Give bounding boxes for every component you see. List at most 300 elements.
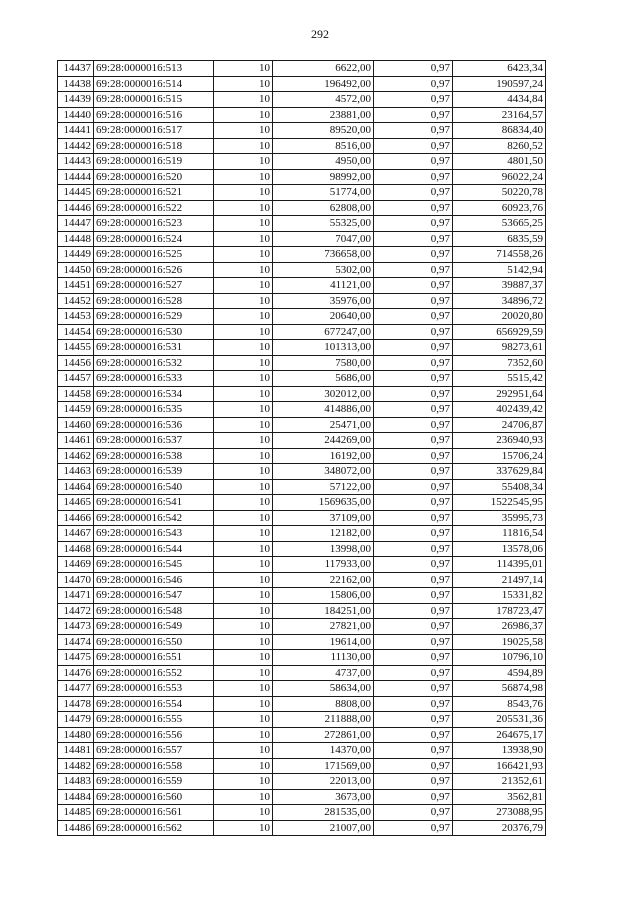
- coefficient-cell: 0,97: [374, 665, 453, 681]
- cadastral-number-cell: 69:28:0000016:534: [94, 386, 214, 402]
- coefficient-cell: 0,97: [374, 123, 453, 139]
- coefficient-cell: 0,97: [374, 61, 453, 77]
- table-row: [58, 402, 546, 418]
- result-value-cell: 55408,34: [453, 479, 546, 495]
- cadastral-value-cell: 62808,00: [273, 200, 374, 216]
- coefficient-cell: 0,97: [374, 355, 453, 371]
- coefficient-cell: 0,97: [374, 634, 453, 650]
- result-value-cell: 34896,72: [453, 293, 546, 309]
- row-number-cell: 14484: [58, 789, 94, 805]
- table-row: [58, 76, 546, 92]
- rate-cell: 10: [214, 417, 273, 433]
- result-value-cell: 26986,37: [453, 619, 546, 635]
- result-value-cell: 190597,24: [453, 76, 546, 92]
- result-value-cell: 10796,10: [453, 650, 546, 666]
- table-row: [58, 386, 546, 402]
- cadastral-number-cell: 69:28:0000016:536: [94, 417, 214, 433]
- cadastral-value-table: [57, 60, 546, 836]
- rate-cell: 10: [214, 526, 273, 542]
- row-number-cell: 14450: [58, 262, 94, 278]
- coefficient-cell: 0,97: [374, 557, 453, 573]
- result-value-cell: 96022,24: [453, 169, 546, 185]
- row-number-cell: 14452: [58, 293, 94, 309]
- result-value-cell: 714558,26: [453, 247, 546, 263]
- coefficient-cell: 0,97: [374, 371, 453, 387]
- coefficient-cell: 0,97: [374, 805, 453, 821]
- cadastral-value-cell: 244269,00: [273, 433, 374, 449]
- cadastral-value-cell: 55325,00: [273, 216, 374, 232]
- cadastral-number-cell: 69:28:0000016:525: [94, 247, 214, 263]
- rate-cell: 10: [214, 231, 273, 247]
- result-value-cell: 337629,84: [453, 464, 546, 480]
- coefficient-cell: 0,97: [374, 402, 453, 418]
- result-value-cell: 273088,95: [453, 805, 546, 821]
- rate-cell: 10: [214, 557, 273, 573]
- cadastral-value-cell: 11130,00: [273, 650, 374, 666]
- cadastral-value-cell: 7047,00: [273, 231, 374, 247]
- table-row: [58, 92, 546, 108]
- row-number-cell: 14445: [58, 185, 94, 201]
- cadastral-number-cell: 69:28:0000016:515: [94, 92, 214, 108]
- coefficient-cell: 0,97: [374, 324, 453, 340]
- rate-cell: 10: [214, 107, 273, 123]
- cadastral-number-cell: 69:28:0000016:538: [94, 448, 214, 464]
- cadastral-value-cell: 51774,00: [273, 185, 374, 201]
- cadastral-number-cell: 69:28:0000016:555: [94, 712, 214, 728]
- table-row: [58, 231, 546, 247]
- table-row: [58, 557, 546, 573]
- row-number-cell: 14478: [58, 696, 94, 712]
- result-value-cell: 39887,37: [453, 278, 546, 294]
- cadastral-number-cell: 69:28:0000016:526: [94, 262, 214, 278]
- table-row: [58, 696, 546, 712]
- result-value-cell: 1522545,95: [453, 495, 546, 511]
- result-value-cell: 56874,98: [453, 681, 546, 697]
- cadastral-number-cell: 69:28:0000016:545: [94, 557, 214, 573]
- result-value-cell: 236940,93: [453, 433, 546, 449]
- cadastral-number-cell: 69:28:0000016:539: [94, 464, 214, 480]
- table-row: [58, 154, 546, 170]
- coefficient-cell: 0,97: [374, 154, 453, 170]
- cadastral-number-cell: 69:28:0000016:529: [94, 309, 214, 325]
- result-value-cell: 19025,58: [453, 634, 546, 650]
- coefficient-cell: 0,97: [374, 743, 453, 759]
- cadastral-number-cell: 69:28:0000016:548: [94, 603, 214, 619]
- row-number-cell: 14485: [58, 805, 94, 821]
- table-row: [58, 185, 546, 201]
- table-row: [58, 138, 546, 154]
- cadastral-number-cell: 69:28:0000016:524: [94, 231, 214, 247]
- cadastral-number-cell: 69:28:0000016:543: [94, 526, 214, 542]
- rate-cell: 10: [214, 696, 273, 712]
- table-row: [58, 820, 546, 836]
- table-row: [58, 634, 546, 650]
- coefficient-cell: 0,97: [374, 417, 453, 433]
- cadastral-number-cell: 69:28:0000016:544: [94, 541, 214, 557]
- cadastral-number-cell: 69:28:0000016:531: [94, 340, 214, 356]
- row-number-cell: 14447: [58, 216, 94, 232]
- cadastral-value-cell: 25471,00: [273, 417, 374, 433]
- cadastral-value-cell: 37109,00: [273, 510, 374, 526]
- cadastral-value-cell: 21007,00: [273, 820, 374, 836]
- rate-cell: 10: [214, 123, 273, 139]
- cadastral-value-cell: 171569,00: [273, 758, 374, 774]
- rate-cell: 10: [214, 619, 273, 635]
- rate-cell: 10: [214, 293, 273, 309]
- result-value-cell: 3562,81: [453, 789, 546, 805]
- table-row: [58, 216, 546, 232]
- table-row: [58, 805, 546, 821]
- row-number-cell: 14438: [58, 76, 94, 92]
- result-value-cell: 20020,80: [453, 309, 546, 325]
- rate-cell: 10: [214, 464, 273, 480]
- result-value-cell: 15331,82: [453, 588, 546, 604]
- table-row: [58, 650, 546, 666]
- row-number-cell: 14463: [58, 464, 94, 480]
- result-value-cell: 21497,14: [453, 572, 546, 588]
- cadastral-number-cell: 69:28:0000016:532: [94, 355, 214, 371]
- cadastral-value-cell: 22013,00: [273, 774, 374, 790]
- cadastral-number-cell: 69:28:0000016:558: [94, 758, 214, 774]
- table-row: [58, 293, 546, 309]
- table-row: [58, 727, 546, 743]
- rate-cell: 10: [214, 340, 273, 356]
- cadastral-number-cell: 69:28:0000016:552: [94, 665, 214, 681]
- result-value-cell: 20376,79: [453, 820, 546, 836]
- cadastral-number-cell: 69:28:0000016:550: [94, 634, 214, 650]
- table-row: [58, 588, 546, 604]
- cadastral-number-cell: 69:28:0000016:520: [94, 169, 214, 185]
- rate-cell: 10: [214, 650, 273, 666]
- cadastral-number-cell: 69:28:0000016:551: [94, 650, 214, 666]
- rate-cell: 10: [214, 324, 273, 340]
- result-value-cell: 13938,90: [453, 743, 546, 759]
- coefficient-cell: 0,97: [374, 76, 453, 92]
- row-number-cell: 14440: [58, 107, 94, 123]
- cadastral-number-cell: 69:28:0000016:547: [94, 588, 214, 604]
- cadastral-value-cell: 117933,00: [273, 557, 374, 573]
- table-row: [58, 479, 546, 495]
- cadastral-number-cell: 69:28:0000016:521: [94, 185, 214, 201]
- row-number-cell: 14460: [58, 417, 94, 433]
- row-number-cell: 14477: [58, 681, 94, 697]
- row-number-cell: 14453: [58, 309, 94, 325]
- page-number: 292: [311, 27, 329, 41]
- cadastral-number-cell: 69:28:0000016:528: [94, 293, 214, 309]
- table-row: [58, 309, 546, 325]
- table-body: [58, 61, 546, 836]
- result-value-cell: 23164,57: [453, 107, 546, 123]
- result-value-cell: 7352,60: [453, 355, 546, 371]
- cadastral-number-cell: 69:28:0000016:516: [94, 107, 214, 123]
- cadastral-number-cell: 69:28:0000016:535: [94, 402, 214, 418]
- cadastral-value-cell: 8516,00: [273, 138, 374, 154]
- rate-cell: 10: [214, 603, 273, 619]
- result-value-cell: 292951,64: [453, 386, 546, 402]
- result-value-cell: 35995,73: [453, 510, 546, 526]
- cadastral-number-cell: 69:28:0000016:514: [94, 76, 214, 92]
- row-number-cell: 14480: [58, 727, 94, 743]
- cadastral-value-cell: 1569635,00: [273, 495, 374, 511]
- result-value-cell: 98273,61: [453, 340, 546, 356]
- cadastral-number-cell: 69:28:0000016:527: [94, 278, 214, 294]
- rate-cell: 10: [214, 386, 273, 402]
- coefficient-cell: 0,97: [374, 727, 453, 743]
- cadastral-number-cell: 69:28:0000016:517: [94, 123, 214, 139]
- result-value-cell: 178723,47: [453, 603, 546, 619]
- cadastral-number-cell: 69:28:0000016:553: [94, 681, 214, 697]
- rate-cell: 10: [214, 61, 273, 77]
- table-row: [58, 262, 546, 278]
- cadastral-value-cell: 348072,00: [273, 464, 374, 480]
- row-number-cell: 14451: [58, 278, 94, 294]
- table-row: [58, 123, 546, 139]
- table-row: [58, 169, 546, 185]
- cadastral-number-cell: 69:28:0000016:537: [94, 433, 214, 449]
- cadastral-value-cell: 6622,00: [273, 61, 374, 77]
- rate-cell: 10: [214, 216, 273, 232]
- cadastral-number-cell: 69:28:0000016:530: [94, 324, 214, 340]
- result-value-cell: 21352,61: [453, 774, 546, 790]
- row-number-cell: 14444: [58, 169, 94, 185]
- table-row: [58, 526, 546, 542]
- cadastral-value-cell: 414886,00: [273, 402, 374, 418]
- coefficient-cell: 0,97: [374, 262, 453, 278]
- result-value-cell: 264675,17: [453, 727, 546, 743]
- coefficient-cell: 0,97: [374, 696, 453, 712]
- result-value-cell: 6423,34: [453, 61, 546, 77]
- row-number-cell: 14461: [58, 433, 94, 449]
- row-number-cell: 14462: [58, 448, 94, 464]
- coefficient-cell: 0,97: [374, 650, 453, 666]
- table-row: [58, 107, 546, 123]
- cadastral-number-cell: 69:28:0000016:561: [94, 805, 214, 821]
- coefficient-cell: 0,97: [374, 495, 453, 511]
- coefficient-cell: 0,97: [374, 247, 453, 263]
- rate-cell: 10: [214, 634, 273, 650]
- cadastral-value-cell: 12182,00: [273, 526, 374, 542]
- row-number-cell: 14469: [58, 557, 94, 573]
- row-number-cell: 14470: [58, 572, 94, 588]
- coefficient-cell: 0,97: [374, 293, 453, 309]
- coefficient-cell: 0,97: [374, 541, 453, 557]
- cadastral-value-cell: 4950,00: [273, 154, 374, 170]
- cadastral-number-cell: 69:28:0000016:549: [94, 619, 214, 635]
- table-row: [58, 743, 546, 759]
- coefficient-cell: 0,97: [374, 138, 453, 154]
- row-number-cell: 14473: [58, 619, 94, 635]
- row-number-cell: 14465: [58, 495, 94, 511]
- cadastral-number-cell: 69:28:0000016:513: [94, 61, 214, 77]
- table-row: [58, 61, 546, 77]
- row-number-cell: 14481: [58, 743, 94, 759]
- coefficient-cell: 0,97: [374, 603, 453, 619]
- cadastral-value-cell: 13998,00: [273, 541, 374, 557]
- coefficient-cell: 0,97: [374, 92, 453, 108]
- row-number-cell: 14486: [58, 820, 94, 836]
- row-number-cell: 14437: [58, 61, 94, 77]
- cadastral-number-cell: 69:28:0000016:554: [94, 696, 214, 712]
- row-number-cell: 14467: [58, 526, 94, 542]
- row-number-cell: 14464: [58, 479, 94, 495]
- result-value-cell: 205531,36: [453, 712, 546, 728]
- cadastral-number-cell: 69:28:0000016:533: [94, 371, 214, 387]
- cadastral-value-cell: 196492,00: [273, 76, 374, 92]
- table-row: [58, 200, 546, 216]
- rate-cell: 10: [214, 76, 273, 92]
- result-value-cell: 402439,42: [453, 402, 546, 418]
- rate-cell: 10: [214, 138, 273, 154]
- cadastral-number-cell: 69:28:0000016:541: [94, 495, 214, 511]
- result-value-cell: 86834,40: [453, 123, 546, 139]
- rate-cell: 10: [214, 185, 273, 201]
- row-number-cell: 14456: [58, 355, 94, 371]
- coefficient-cell: 0,97: [374, 231, 453, 247]
- cadastral-value-cell: 736658,00: [273, 247, 374, 263]
- row-number-cell: 14483: [58, 774, 94, 790]
- coefficient-cell: 0,97: [374, 169, 453, 185]
- coefficient-cell: 0,97: [374, 340, 453, 356]
- coefficient-cell: 0,97: [374, 448, 453, 464]
- row-number-cell: 14466: [58, 510, 94, 526]
- table-row: [58, 603, 546, 619]
- cadastral-value-cell: 5302,00: [273, 262, 374, 278]
- result-value-cell: 4434,84: [453, 92, 546, 108]
- table-row: [58, 789, 546, 805]
- row-number-cell: 14475: [58, 650, 94, 666]
- cadastral-value-cell: 16192,00: [273, 448, 374, 464]
- rate-cell: 10: [214, 402, 273, 418]
- row-number-cell: 14446: [58, 200, 94, 216]
- rate-cell: 10: [214, 758, 273, 774]
- cadastral-value-cell: 101313,00: [273, 340, 374, 356]
- cadastral-value-cell: 41121,00: [273, 278, 374, 294]
- cadastral-number-cell: 69:28:0000016:556: [94, 727, 214, 743]
- cadastral-number-cell: 69:28:0000016:523: [94, 216, 214, 232]
- table-row: [58, 495, 546, 511]
- coefficient-cell: 0,97: [374, 386, 453, 402]
- row-number-cell: 14474: [58, 634, 94, 650]
- rate-cell: 10: [214, 154, 273, 170]
- cadastral-value-cell: 272861,00: [273, 727, 374, 743]
- cadastral-value-cell: 281535,00: [273, 805, 374, 821]
- rate-cell: 10: [214, 92, 273, 108]
- rate-cell: 10: [214, 433, 273, 449]
- row-number-cell: 14458: [58, 386, 94, 402]
- row-number-cell: 14457: [58, 371, 94, 387]
- cadastral-value-cell: 4737,00: [273, 665, 374, 681]
- table-row: [58, 619, 546, 635]
- cadastral-value-cell: 27821,00: [273, 619, 374, 635]
- row-number-cell: 14443: [58, 154, 94, 170]
- table-row: [58, 278, 546, 294]
- cadastral-number-cell: 69:28:0000016:562: [94, 820, 214, 836]
- table-row: [58, 464, 546, 480]
- cadastral-number-cell: 69:28:0000016:542: [94, 510, 214, 526]
- coefficient-cell: 0,97: [374, 526, 453, 542]
- coefficient-cell: 0,97: [374, 619, 453, 635]
- rate-cell: 10: [214, 495, 273, 511]
- table-row: [58, 510, 546, 526]
- coefficient-cell: 0,97: [374, 789, 453, 805]
- result-value-cell: 60923,76: [453, 200, 546, 216]
- coefficient-cell: 0,97: [374, 572, 453, 588]
- table-row: [58, 665, 546, 681]
- row-number-cell: 14439: [58, 92, 94, 108]
- cadastral-value-cell: 22162,00: [273, 572, 374, 588]
- cadastral-value-cell: 4572,00: [273, 92, 374, 108]
- row-number-cell: 14471: [58, 588, 94, 604]
- table-row: [58, 448, 546, 464]
- rate-cell: 10: [214, 727, 273, 743]
- result-value-cell: 656929,59: [453, 324, 546, 340]
- cadastral-number-cell: 69:28:0000016:560: [94, 789, 214, 805]
- cadastral-value-cell: 677247,00: [273, 324, 374, 340]
- coefficient-cell: 0,97: [374, 774, 453, 790]
- result-value-cell: 114395,01: [453, 557, 546, 573]
- rate-cell: 10: [214, 309, 273, 325]
- row-number-cell: 14442: [58, 138, 94, 154]
- result-value-cell: 24706,87: [453, 417, 546, 433]
- rate-cell: 10: [214, 681, 273, 697]
- rate-cell: 10: [214, 712, 273, 728]
- rate-cell: 10: [214, 820, 273, 836]
- cadastral-number-cell: 69:28:0000016:557: [94, 743, 214, 759]
- coefficient-cell: 0,97: [374, 107, 453, 123]
- cadastral-value-cell: 211888,00: [273, 712, 374, 728]
- row-number-cell: 14454: [58, 324, 94, 340]
- rate-cell: 10: [214, 278, 273, 294]
- table-row: [58, 758, 546, 774]
- result-value-cell: 4594,89: [453, 665, 546, 681]
- row-number-cell: 14482: [58, 758, 94, 774]
- table-row: [58, 712, 546, 728]
- cadastral-value-cell: 15806,00: [273, 588, 374, 604]
- cadastral-value-cell: 302012,00: [273, 386, 374, 402]
- cadastral-value-cell: 184251,00: [273, 603, 374, 619]
- table-row: [58, 572, 546, 588]
- result-value-cell: 6835,59: [453, 231, 546, 247]
- result-value-cell: 166421,93: [453, 758, 546, 774]
- result-value-cell: 15706,24: [453, 448, 546, 464]
- cadastral-value-cell: 58634,00: [273, 681, 374, 697]
- coefficient-cell: 0,97: [374, 479, 453, 495]
- coefficient-cell: 0,97: [374, 464, 453, 480]
- rate-cell: 10: [214, 262, 273, 278]
- cadastral-value-cell: 89520,00: [273, 123, 374, 139]
- table-row: [58, 340, 546, 356]
- cadastral-number-cell: 69:28:0000016:546: [94, 572, 214, 588]
- row-number-cell: 14472: [58, 603, 94, 619]
- cadastral-value-cell: 23881,00: [273, 107, 374, 123]
- cadastral-number-cell: 69:28:0000016:540: [94, 479, 214, 495]
- rate-cell: 10: [214, 665, 273, 681]
- coefficient-cell: 0,97: [374, 712, 453, 728]
- table-row: [58, 417, 546, 433]
- rate-cell: 10: [214, 247, 273, 263]
- row-number-cell: 14448: [58, 231, 94, 247]
- rate-cell: 10: [214, 789, 273, 805]
- rate-cell: 10: [214, 572, 273, 588]
- result-value-cell: 4801,50: [453, 154, 546, 170]
- table-row: [58, 681, 546, 697]
- rate-cell: 10: [214, 200, 273, 216]
- result-value-cell: 11816,54: [453, 526, 546, 542]
- cadastral-value-cell: 98992,00: [273, 169, 374, 185]
- cadastral-value-cell: 35976,00: [273, 293, 374, 309]
- cadastral-number-cell: 69:28:0000016:559: [94, 774, 214, 790]
- table-row: [58, 433, 546, 449]
